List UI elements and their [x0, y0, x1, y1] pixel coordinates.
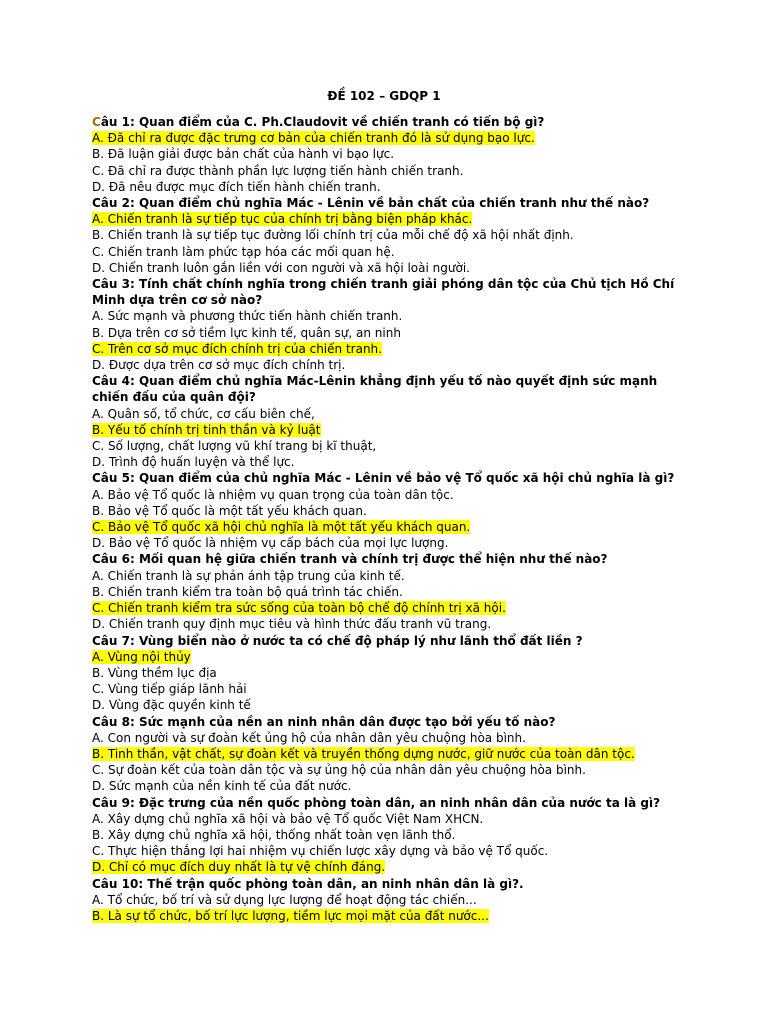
answer-option	[92, 568, 682, 584]
highlighted-answer: A. Chiến tranh là sự tiếp tục của chính trị bằng biện pháp khác.	[92, 212, 473, 227]
answer-text: C. Thực hiện thắng lợi hai nhiệm vụ chiến lược xây dựng và bảo vệ Tổ quốc.	[92, 844, 549, 859]
answer-option	[92, 584, 682, 600]
answer-text: C. Đã chỉ ra được thành phần lực lượng tiến hành chiến tranh.	[92, 163, 464, 178]
answer-option	[92, 260, 682, 276]
answer-option	[92, 665, 682, 681]
answer-option	[92, 519, 682, 535]
highlighted-answer: C. Bảo vệ Tổ quốc xã hội chủ nghĩa là một tất yếu khách quan.	[92, 520, 471, 535]
answer-text: D. Vùng đặc quyền kinh tế	[92, 698, 251, 713]
answer-option	[92, 227, 682, 243]
answer-text: B. Bảo vệ Tổ quốc là một tất yếu khách quan.	[92, 503, 367, 518]
answer-option	[92, 697, 682, 713]
answer-option	[92, 908, 682, 924]
question-7	[92, 633, 682, 649]
answer-option	[92, 778, 682, 794]
answer-option	[92, 163, 682, 179]
answer-option	[92, 357, 682, 373]
question-5	[92, 470, 682, 486]
answer-option	[92, 681, 682, 697]
answer-text: C. Sự đoàn kết của toàn dân tộc và sự ủng hộ của nhân dân yêu chuộng hòa bình.	[92, 763, 586, 778]
answer-option	[92, 422, 682, 438]
question-9	[92, 795, 682, 811]
highlighted-answer: B. Yếu tố chính trị tinh thần và kỷ luật	[92, 422, 321, 437]
answer-option	[92, 146, 682, 162]
question-text: Câu 4: Quan điểm chủ nghĩa Mác-Lênin khẳng định yếu tố nào quyết định sức mạnh chiến đấu của quân đội?	[92, 374, 658, 405]
answer-text: D. Đã nêu được mục đích tiến hành chiến tranh.	[92, 179, 381, 194]
highlighted-answer: C. Trên cơ sở mục đích chính trị của chiến tranh.	[92, 341, 382, 356]
question-text: Câu 8: Sức mạnh của nền an ninh nhân dân được tạo bởi yếu tố nào?	[92, 714, 556, 729]
question-text: âu 1: Quan điểm của C. Ph.Claudovit về chiến tranh có tiến bộ gì?	[100, 115, 545, 129]
question-text: Câu 7: Vùng biển nào ở nước ta có chế độ pháp lý như lãnh thổ đất liền ?	[92, 633, 583, 648]
highlighted-answer: C. Chiến tranh kiểm tra sức sống của toàn bộ chế độ chính trị xã hội.	[92, 601, 506, 616]
answer-text: A. Bảo vệ Tổ quốc là nhiệm vụ quan trọng của toàn dân tộc.	[92, 487, 454, 502]
answer-text: A. Quân số, tổ chức, cơ cấu biên chế,	[92, 406, 315, 421]
question-text: Câu 2: Quan điểm chủ nghĩa Mác - Lênin về bản chất của chiến tranh như thế nào?	[92, 196, 650, 211]
answer-option	[92, 535, 682, 551]
question-3	[92, 276, 682, 308]
answer-text: B. Xây dựng chủ nghĩa xã hội, thống nhất toàn vẹn lãnh thổ.	[92, 827, 456, 842]
question-initial-letter: C	[92, 115, 101, 129]
answer-text: D. Trình độ huấn luyện và thể lực.	[92, 455, 295, 470]
question-text: Câu 3: Tính chất chính nghĩa trong chiến tranh giải phóng dân tộc của Chủ tịch Hồ Chí Minh dựa trên cơ sở nào?	[92, 277, 675, 308]
answer-text: C. Vùng tiếp giáp lãnh hải	[92, 682, 247, 697]
page-title: ĐỀ 102 – GDQP 1	[327, 89, 441, 103]
answer-option	[92, 730, 682, 746]
answer-option	[92, 487, 682, 503]
answer-text: B. Chiến tranh kiểm tra toàn bộ quá trình tác chiến.	[92, 584, 403, 599]
answer-option	[92, 649, 682, 665]
answer-option	[92, 616, 682, 632]
highlighted-answer: B. Tinh thần, vật chất, sự đoàn kết và truyền thống dựng nước, giữ nước của toàn dân tộc.	[92, 746, 635, 761]
question-text: Câu 6: Mối quan hệ giữa chiến tranh và chính trị được thể hiện như thế nào?	[92, 552, 608, 567]
answer-text: C. Số lượng, chất lượng vũ khí trang bị kĩ thuật,	[92, 439, 377, 454]
question-text: Câu 5: Quan điểm của chủ nghĩa Mác - Lênin về bảo vệ Tổ quốc xã hội chủ nghĩa là gì?	[92, 471, 675, 486]
answer-text: A. Sức mạnh và phương thức tiến hành chiến tranh.	[92, 309, 403, 324]
answer-option	[92, 130, 682, 146]
answer-option	[92, 308, 682, 324]
answer-text: B. Đã luận giải được bản chất của hành vi bạo lực.	[92, 147, 395, 162]
answer-option	[92, 454, 682, 470]
question-text: Câu 10: Thế trận quốc phòng toàn dân, an ninh nhân dân là gì?.	[92, 876, 524, 891]
question-4	[92, 373, 682, 405]
question-text: Câu 9: Đặc trưng của nền quốc phòng toàn dân, an ninh nhân dân của nước ta là gì?	[92, 795, 661, 810]
answer-text: A. Con người và sự đoàn kết ủng hộ của nhân dân yêu chuộng hòa bình.	[92, 730, 526, 745]
answer-option	[92, 406, 682, 422]
answer-text: D. Chiến tranh quy định mục tiêu và hình thức đấu tranh vũ trang.	[92, 617, 492, 632]
answer-text: B. Chiến tranh là sự tiếp tục đường lối chính trị của mỗi chế độ xã hội nhất định.	[92, 228, 574, 243]
answer-option	[92, 179, 682, 195]
question-list	[92, 114, 682, 924]
answer-option	[92, 892, 682, 908]
question-1	[92, 114, 682, 130]
answer-option	[92, 746, 682, 762]
answer-option	[92, 341, 682, 357]
answer-option	[92, 244, 682, 260]
question-2	[92, 195, 682, 211]
highlighted-answer: A. Vùng nội thủy	[92, 649, 191, 664]
answer-option	[92, 211, 682, 227]
highlighted-answer: B. Là sự tổ chức, bố trí lực lượng, tiềm lực mọi mặt của đất nước...	[92, 908, 489, 923]
answer-text: D. Được dựa trên cơ sở mục đích chính trị.	[92, 358, 346, 373]
answer-text: C. Chiến tranh làm phức tạp hóa các mối quan hệ.	[92, 244, 395, 259]
answer-option	[92, 762, 682, 778]
answer-text: A. Chiến tranh là sự phản ánh tập trung của kinh tế.	[92, 568, 405, 583]
highlighted-answer: A. Đã chỉ ra được đặc trưng cơ bản của chiến tranh đó là sử dụng bạo lực.	[92, 131, 535, 146]
answer-option	[92, 503, 682, 519]
highlighted-answer: D. Chỉ có mục đích duy nhất là tự vệ chính đáng.	[92, 860, 386, 875]
answer-text: D. Chiến tranh luôn gắn liền với con người và xã hội loài người.	[92, 260, 470, 275]
answer-text: A. Xây dựng chủ nghĩa xã hội và bảo vệ Tổ quốc Việt Nam XHCN.	[92, 811, 484, 826]
answer-option	[92, 600, 682, 616]
answer-option	[92, 438, 682, 454]
answer-option	[92, 827, 682, 843]
answer-text: D. Sức mạnh của nền kinh tế của đất nước.	[92, 779, 352, 794]
answer-option	[92, 811, 682, 827]
answer-option	[92, 859, 682, 875]
answer-option	[92, 325, 682, 341]
answer-text: A. Tổ chức, bố trí và sử dụng lực lượng để hoạt động tác chiến...	[92, 892, 477, 907]
question-10	[92, 876, 682, 892]
answer-text: B. Vùng thềm lục địa	[92, 665, 217, 680]
question-6	[92, 551, 682, 567]
question-8	[92, 714, 682, 730]
answer-text: B. Dựa trên cơ sở tiềm lực kinh tế, quân sự, an ninh	[92, 325, 401, 340]
answer-text: D. Bảo vệ Tổ quốc là nhiệm vụ cấp bách của mọi lực lượng.	[92, 536, 449, 551]
answer-option	[92, 843, 682, 859]
